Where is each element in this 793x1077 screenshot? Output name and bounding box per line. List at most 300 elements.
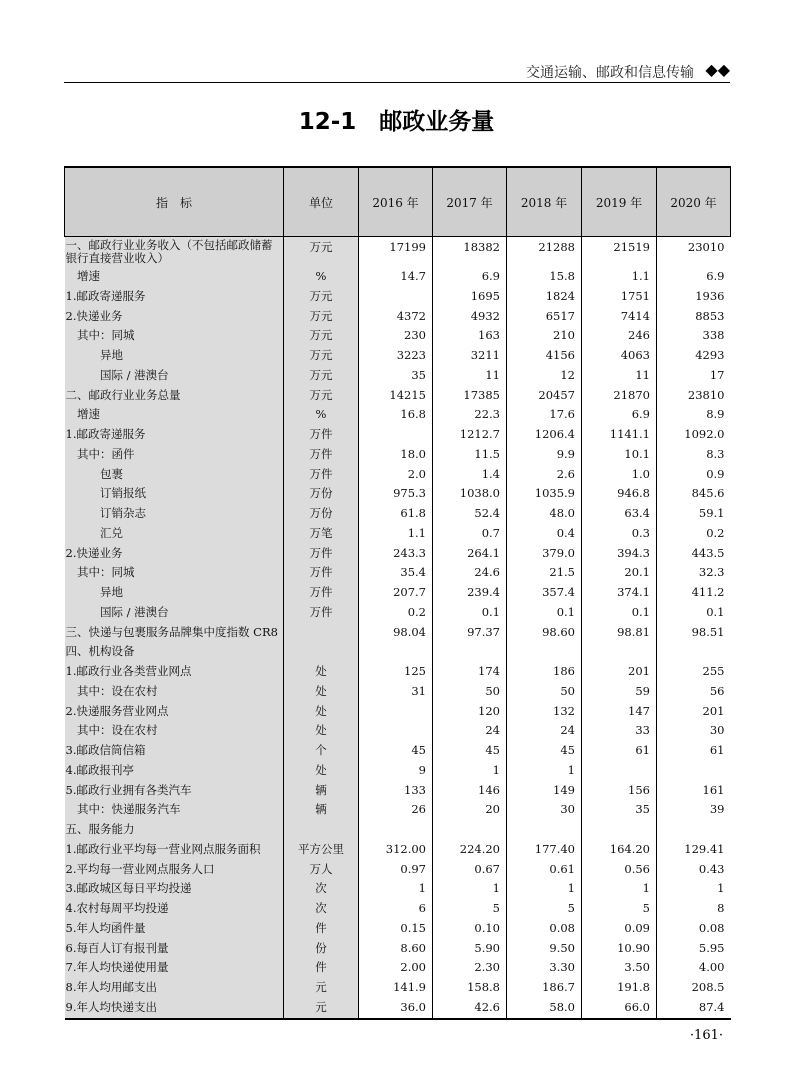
value-2020-cell: 0.43 bbox=[657, 860, 731, 880]
table-row bbox=[65, 623, 731, 643]
value-2018-cell: 24 bbox=[507, 721, 582, 741]
indicator-cell: 1.邮政寄递服务 bbox=[65, 425, 284, 445]
value-2017-cell: 163 bbox=[433, 326, 507, 346]
value-2016-cell: 35 bbox=[359, 366, 433, 386]
value-2019-cell: 0.1 bbox=[582, 603, 657, 623]
value-2016-cell: 125 bbox=[359, 662, 433, 682]
value-2016-cell: 17199 bbox=[359, 237, 433, 268]
value-2017-cell: 224.20 bbox=[433, 840, 507, 860]
value-2020-cell: 129.41 bbox=[657, 840, 731, 860]
unit-cell: 处 bbox=[284, 662, 359, 682]
value-2016-cell: 0.97 bbox=[359, 860, 433, 880]
value-2016-cell: 133 bbox=[359, 781, 433, 801]
table-row bbox=[65, 840, 731, 860]
indicator-cell: 异地 bbox=[65, 583, 284, 603]
value-2016-cell: 3223 bbox=[359, 346, 433, 366]
unit-cell: 万元 bbox=[284, 307, 359, 327]
value-2016-cell: 243.3 bbox=[359, 544, 433, 564]
value-2020-cell: 8 bbox=[657, 899, 731, 919]
table-row bbox=[65, 484, 731, 504]
unit-cell: 万件 bbox=[284, 425, 359, 445]
unit-cell: 万元 bbox=[284, 287, 359, 307]
indicator-cell: 其中：快递服务汽车 bbox=[65, 800, 284, 820]
unit-cell: 元 bbox=[284, 998, 359, 1019]
page-title: 12-1 邮政业务量 bbox=[298, 109, 495, 135]
section-title: 交通运输、邮政和信息传输 bbox=[526, 65, 694, 81]
value-2020-cell: 98.51 bbox=[657, 623, 731, 643]
value-2019-cell: 10.1 bbox=[582, 445, 657, 465]
unit-cell: 万人 bbox=[284, 860, 359, 880]
value-2020-cell bbox=[657, 642, 731, 662]
indicator-cell: 3.邮政信筒信箱 bbox=[65, 741, 284, 761]
unit-cell: 万件 bbox=[284, 583, 359, 603]
value-2020-cell: 8853 bbox=[657, 307, 731, 327]
value-2017-cell bbox=[433, 820, 507, 840]
unit-cell: 万元 bbox=[284, 366, 359, 386]
value-2018-cell: 186.7 bbox=[507, 978, 582, 998]
table-row bbox=[65, 800, 731, 820]
indicator-cell: 其中：函件 bbox=[65, 445, 284, 465]
value-2017-cell: 0.10 bbox=[433, 919, 507, 939]
value-2019-cell: 147 bbox=[582, 702, 657, 722]
value-2018-cell: 0.4 bbox=[507, 524, 582, 544]
value-2016-cell: 0.2 bbox=[359, 603, 433, 623]
value-2019-cell: 98.81 bbox=[582, 623, 657, 643]
value-2017-cell: 0.67 bbox=[433, 860, 507, 880]
value-2016-cell: 975.3 bbox=[359, 484, 433, 504]
unit-cell: 辆 bbox=[284, 781, 359, 801]
value-2019-cell: 1.1 bbox=[582, 267, 657, 287]
value-2019-cell: 191.8 bbox=[582, 978, 657, 998]
unit-cell: 万笔 bbox=[284, 524, 359, 544]
value-2019-cell: 1141.1 bbox=[582, 425, 657, 445]
value-2016-cell bbox=[359, 721, 433, 741]
value-2018-cell: 58.0 bbox=[507, 998, 582, 1019]
value-2018-cell: 1824 bbox=[507, 287, 582, 307]
value-2016-cell bbox=[359, 425, 433, 445]
value-2017-cell: 1.4 bbox=[433, 465, 507, 485]
page-number: ·161· bbox=[689, 1028, 723, 1043]
value-2020-cell: 17 bbox=[657, 366, 731, 386]
value-2019-cell: 156 bbox=[582, 781, 657, 801]
value-2018-cell: 1 bbox=[507, 761, 582, 781]
value-2017-cell: 174 bbox=[433, 662, 507, 682]
table-row bbox=[65, 583, 731, 603]
value-2019-cell: 1.0 bbox=[582, 465, 657, 485]
table-row bbox=[65, 978, 731, 998]
value-2019-cell bbox=[582, 820, 657, 840]
column-header: 2018 年 bbox=[507, 167, 582, 237]
value-2020-cell: 8.9 bbox=[657, 405, 731, 425]
value-2019-cell: 10.90 bbox=[582, 939, 657, 959]
value-2017-cell: 22.3 bbox=[433, 405, 507, 425]
value-2019-cell: 394.3 bbox=[582, 544, 657, 564]
indicator-cell: 6.每百人订有报刊量 bbox=[65, 939, 284, 959]
value-2018-cell: 9.50 bbox=[507, 939, 582, 959]
value-2016-cell: 312.00 bbox=[359, 840, 433, 860]
table-row bbox=[65, 386, 731, 406]
unit-cell: 份 bbox=[284, 939, 359, 959]
indicator-cell: 订销杂志 bbox=[65, 504, 284, 524]
table-row bbox=[65, 998, 731, 1019]
table-row bbox=[65, 721, 731, 741]
value-2018-cell: 17.6 bbox=[507, 405, 582, 425]
value-2017-cell: 52.4 bbox=[433, 504, 507, 524]
value-2020-cell: 61 bbox=[657, 741, 731, 761]
value-2019-cell: 201 bbox=[582, 662, 657, 682]
value-2016-cell: 35.4 bbox=[359, 563, 433, 583]
value-2017-cell: 5.90 bbox=[433, 939, 507, 959]
value-2017-cell: 1212.7 bbox=[433, 425, 507, 445]
indicator-cell: 3.邮政城区每日平均投递 bbox=[65, 879, 284, 899]
value-2019-cell: 61 bbox=[582, 741, 657, 761]
indicator-cell: 三、快递与包裹服务品牌集中度指数 CR8 bbox=[65, 623, 284, 643]
table-header-row bbox=[65, 167, 731, 237]
value-2020-cell: 5.95 bbox=[657, 939, 731, 959]
value-2020-cell: 1 bbox=[657, 879, 731, 899]
indicator-cell: 7.年人均快递使用量 bbox=[65, 958, 284, 978]
indicator-cell: 订销报纸 bbox=[65, 484, 284, 504]
value-2017-cell: 239.4 bbox=[433, 583, 507, 603]
indicator-cell: 四、机构设备 bbox=[65, 642, 284, 662]
indicator-cell: 5.年人均函件量 bbox=[65, 919, 284, 939]
value-2016-cell: 9 bbox=[359, 761, 433, 781]
value-2017-cell: 20 bbox=[433, 800, 507, 820]
indicator-cell: 4.农村每周平均投递 bbox=[65, 899, 284, 919]
column-header: 2017 年 bbox=[433, 167, 507, 237]
value-2018-cell: 30 bbox=[507, 800, 582, 820]
value-2020-cell bbox=[657, 820, 731, 840]
unit-cell: 万元 bbox=[284, 237, 359, 268]
indicator-cell: 2.快递服务营业网点 bbox=[65, 702, 284, 722]
value-2018-cell: 98.60 bbox=[507, 623, 582, 643]
value-2016-cell: 230 bbox=[359, 326, 433, 346]
value-2019-cell: 66.0 bbox=[582, 998, 657, 1019]
value-2019-cell: 21519 bbox=[582, 237, 657, 268]
indicator-cell: 其中：同城 bbox=[65, 563, 284, 583]
unit-cell: 万元 bbox=[284, 386, 359, 406]
value-2019-cell: 7414 bbox=[582, 307, 657, 327]
value-2017-cell: 264.1 bbox=[433, 544, 507, 564]
value-2019-cell: 35 bbox=[582, 800, 657, 820]
value-2020-cell: 8.3 bbox=[657, 445, 731, 465]
table-row bbox=[65, 267, 731, 287]
table-row bbox=[65, 958, 731, 978]
value-2019-cell: 3.50 bbox=[582, 958, 657, 978]
column-header: 单位 bbox=[284, 167, 359, 237]
value-2020-cell: 23010 bbox=[657, 237, 731, 268]
value-2019-cell: 5 bbox=[582, 899, 657, 919]
indicator-cell: 增速 bbox=[65, 405, 284, 425]
value-2019-cell: 946.8 bbox=[582, 484, 657, 504]
indicator-cell: 五、服务能力 bbox=[65, 820, 284, 840]
value-2019-cell: 11 bbox=[582, 366, 657, 386]
table-row bbox=[65, 366, 731, 386]
table-row bbox=[65, 287, 731, 307]
value-2016-cell: 26 bbox=[359, 800, 433, 820]
value-2018-cell bbox=[507, 642, 582, 662]
value-2018-cell: 20457 bbox=[507, 386, 582, 406]
value-2019-cell: 21870 bbox=[582, 386, 657, 406]
value-2016-cell: 8.60 bbox=[359, 939, 433, 959]
value-2019-cell: 33 bbox=[582, 721, 657, 741]
value-2020-cell: 1092.0 bbox=[657, 425, 731, 445]
value-2017-cell: 11 bbox=[433, 366, 507, 386]
value-2020-cell: 0.1 bbox=[657, 603, 731, 623]
value-2020-cell: 0.9 bbox=[657, 465, 731, 485]
diamond-ornament-icon: ◆◆ bbox=[705, 60, 730, 79]
indicator-cell: 1.邮政寄递服务 bbox=[65, 287, 284, 307]
table-row bbox=[65, 544, 731, 564]
value-2018-cell: 149 bbox=[507, 781, 582, 801]
table-row bbox=[65, 919, 731, 939]
column-header: 2020 年 bbox=[657, 167, 731, 237]
value-2019-cell bbox=[582, 761, 657, 781]
value-2020-cell: 0.08 bbox=[657, 919, 731, 939]
table-row bbox=[65, 642, 731, 662]
table-row bbox=[65, 425, 731, 445]
value-2018-cell: 210 bbox=[507, 326, 582, 346]
value-2019-cell: 0.3 bbox=[582, 524, 657, 544]
unit-cell: 万份 bbox=[284, 484, 359, 504]
table-row bbox=[65, 860, 731, 880]
value-2018-cell: 2.6 bbox=[507, 465, 582, 485]
unit-cell: 处 bbox=[284, 761, 359, 781]
value-2017-cell: 97.37 bbox=[433, 623, 507, 643]
unit-cell: 处 bbox=[284, 721, 359, 741]
value-2017-cell: 3211 bbox=[433, 346, 507, 366]
value-2017-cell: 45 bbox=[433, 741, 507, 761]
value-2020-cell: 59.1 bbox=[657, 504, 731, 524]
value-2020-cell: 4293 bbox=[657, 346, 731, 366]
value-2017-cell: 2.30 bbox=[433, 958, 507, 978]
value-2016-cell: 207.7 bbox=[359, 583, 433, 603]
value-2017-cell: 11.5 bbox=[433, 445, 507, 465]
value-2020-cell: 1936 bbox=[657, 287, 731, 307]
value-2017-cell: 50 bbox=[433, 682, 507, 702]
value-2018-cell: 3.30 bbox=[507, 958, 582, 978]
value-2017-cell: 158.8 bbox=[433, 978, 507, 998]
value-2018-cell: 6517 bbox=[507, 307, 582, 327]
column-header: 指 标 bbox=[65, 167, 284, 237]
value-2020-cell: 338 bbox=[657, 326, 731, 346]
value-2018-cell: 12 bbox=[507, 366, 582, 386]
value-2019-cell: 374.1 bbox=[582, 583, 657, 603]
unit-cell: 万件 bbox=[284, 563, 359, 583]
value-2017-cell: 5 bbox=[433, 899, 507, 919]
postal-business-table bbox=[64, 166, 731, 1020]
value-2017-cell: 1038.0 bbox=[433, 484, 507, 504]
value-2016-cell: 16.8 bbox=[359, 405, 433, 425]
value-2018-cell: 357.4 bbox=[507, 583, 582, 603]
table-row bbox=[65, 761, 731, 781]
value-2018-cell: 48.0 bbox=[507, 504, 582, 524]
value-2016-cell: 18.0 bbox=[359, 445, 433, 465]
value-2018-cell: 5 bbox=[507, 899, 582, 919]
value-2017-cell: 120 bbox=[433, 702, 507, 722]
value-2020-cell: 443.5 bbox=[657, 544, 731, 564]
indicator-cell: 5.邮政行业拥有各类汽车 bbox=[65, 781, 284, 801]
value-2020-cell: 32.3 bbox=[657, 563, 731, 583]
value-2016-cell: 61.8 bbox=[359, 504, 433, 524]
value-2020-cell: 208.5 bbox=[657, 978, 731, 998]
value-2017-cell: 24.6 bbox=[433, 563, 507, 583]
unit-cell: 万件 bbox=[284, 465, 359, 485]
table-row bbox=[65, 682, 731, 702]
indicator-cell: 2.快递业务 bbox=[65, 544, 284, 564]
value-2016-cell: 1.1 bbox=[359, 524, 433, 544]
value-2016-cell: 2.0 bbox=[359, 465, 433, 485]
unit-cell: % bbox=[284, 405, 359, 425]
value-2019-cell: 59 bbox=[582, 682, 657, 702]
indicator-cell: 二、邮政行业业务总量 bbox=[65, 386, 284, 406]
value-2017-cell: 17385 bbox=[433, 386, 507, 406]
value-2019-cell: 6.9 bbox=[582, 405, 657, 425]
value-2016-cell: 14.7 bbox=[359, 267, 433, 287]
indicator-cell: 异地 bbox=[65, 346, 284, 366]
value-2017-cell: 146 bbox=[433, 781, 507, 801]
value-2018-cell: 9.9 bbox=[507, 445, 582, 465]
table-row bbox=[65, 781, 731, 801]
value-2017-cell: 0.7 bbox=[433, 524, 507, 544]
value-2020-cell: 4.00 bbox=[657, 958, 731, 978]
value-2017-cell: 1695 bbox=[433, 287, 507, 307]
table-row bbox=[65, 237, 731, 268]
value-2017-cell: 24 bbox=[433, 721, 507, 741]
table-row bbox=[65, 879, 731, 899]
table-row bbox=[65, 465, 731, 485]
value-2016-cell bbox=[359, 642, 433, 662]
value-2017-cell: 18382 bbox=[433, 237, 507, 268]
value-2018-cell bbox=[507, 820, 582, 840]
table-row bbox=[65, 445, 731, 465]
value-2017-cell: 0.1 bbox=[433, 603, 507, 623]
value-2018-cell: 45 bbox=[507, 741, 582, 761]
value-2020-cell: 161 bbox=[657, 781, 731, 801]
value-2017-cell: 6.9 bbox=[433, 267, 507, 287]
value-2018-cell: 50 bbox=[507, 682, 582, 702]
indicator-cell: 一、邮政行业业务收入（不包括邮政储蓄银行直接营业收入） bbox=[65, 237, 284, 268]
unit-cell: 万元 bbox=[284, 326, 359, 346]
indicator-cell: 4.邮政报刊亭 bbox=[65, 761, 284, 781]
value-2018-cell: 0.61 bbox=[507, 860, 582, 880]
value-2020-cell: 201 bbox=[657, 702, 731, 722]
value-2017-cell: 1 bbox=[433, 879, 507, 899]
table-row bbox=[65, 405, 731, 425]
unit-cell: 次 bbox=[284, 899, 359, 919]
unit-cell bbox=[284, 623, 359, 643]
value-2020-cell: 56 bbox=[657, 682, 731, 702]
value-2019-cell: 20.1 bbox=[582, 563, 657, 583]
value-2018-cell: 0.1 bbox=[507, 603, 582, 623]
indicator-cell: 其中：同城 bbox=[65, 326, 284, 346]
value-2019-cell: 1 bbox=[582, 879, 657, 899]
unit-cell: 元 bbox=[284, 978, 359, 998]
unit-cell: 万件 bbox=[284, 544, 359, 564]
table-row bbox=[65, 662, 731, 682]
value-2018-cell: 1 bbox=[507, 879, 582, 899]
value-2016-cell: 36.0 bbox=[359, 998, 433, 1019]
indicator-cell: 2.快递业务 bbox=[65, 307, 284, 327]
value-2020-cell: 30 bbox=[657, 721, 731, 741]
table-row bbox=[65, 326, 731, 346]
value-2020-cell: 39 bbox=[657, 800, 731, 820]
unit-cell: 件 bbox=[284, 958, 359, 978]
unit-cell: 辆 bbox=[284, 800, 359, 820]
unit-cell: 件 bbox=[284, 919, 359, 939]
value-2020-cell: 411.2 bbox=[657, 583, 731, 603]
value-2016-cell: 98.04 bbox=[359, 623, 433, 643]
value-2020-cell bbox=[657, 761, 731, 781]
value-2016-cell bbox=[359, 820, 433, 840]
value-2020-cell: 87.4 bbox=[657, 998, 731, 1019]
value-2018-cell: 1206.4 bbox=[507, 425, 582, 445]
value-2016-cell: 141.9 bbox=[359, 978, 433, 998]
unit-cell: 万件 bbox=[284, 445, 359, 465]
unit-cell bbox=[284, 820, 359, 840]
value-2018-cell: 186 bbox=[507, 662, 582, 682]
unit-cell: 平方公里 bbox=[284, 840, 359, 860]
value-2018-cell: 379.0 bbox=[507, 544, 582, 564]
column-header: 2019 年 bbox=[582, 167, 657, 237]
value-2019-cell: 4063 bbox=[582, 346, 657, 366]
unit-cell: 万件 bbox=[284, 603, 359, 623]
table-row bbox=[65, 563, 731, 583]
value-2016-cell: 14215 bbox=[359, 386, 433, 406]
indicator-cell: 其中：设在农村 bbox=[65, 721, 284, 741]
unit-cell: 万元 bbox=[284, 346, 359, 366]
value-2020-cell: 23810 bbox=[657, 386, 731, 406]
unit-cell: 个 bbox=[284, 741, 359, 761]
value-2018-cell: 0.08 bbox=[507, 919, 582, 939]
table-row bbox=[65, 741, 731, 761]
value-2018-cell: 21.5 bbox=[507, 563, 582, 583]
column-header: 2016 年 bbox=[359, 167, 433, 237]
table-row bbox=[65, 702, 731, 722]
value-2018-cell: 177.40 bbox=[507, 840, 582, 860]
unit-cell: 处 bbox=[284, 682, 359, 702]
indicator-cell: 增速 bbox=[65, 267, 284, 287]
value-2018-cell: 21288 bbox=[507, 237, 582, 268]
value-2016-cell bbox=[359, 287, 433, 307]
value-2017-cell: 1 bbox=[433, 761, 507, 781]
unit-cell: 次 bbox=[284, 879, 359, 899]
value-2018-cell: 4156 bbox=[507, 346, 582, 366]
value-2019-cell: 0.56 bbox=[582, 860, 657, 880]
value-2019-cell: 0.09 bbox=[582, 919, 657, 939]
indicator-cell: 1.邮政行业平均每一营业网点服务面积 bbox=[65, 840, 284, 860]
unit-cell: 处 bbox=[284, 702, 359, 722]
table-row bbox=[65, 820, 731, 840]
value-2017-cell: 4932 bbox=[433, 307, 507, 327]
unit-cell bbox=[284, 642, 359, 662]
table-row bbox=[65, 504, 731, 524]
indicator-cell: 1.邮政行业各类营业网点 bbox=[65, 662, 284, 682]
value-2016-cell bbox=[359, 702, 433, 722]
indicator-cell: 国际 / 港澳台 bbox=[65, 366, 284, 386]
value-2020-cell: 6.9 bbox=[657, 267, 731, 287]
table-row bbox=[65, 307, 731, 327]
table-row bbox=[65, 603, 731, 623]
indicator-cell: 国际 / 港澳台 bbox=[65, 603, 284, 623]
running-header bbox=[64, 60, 730, 84]
table-row bbox=[65, 346, 731, 366]
value-2019-cell: 164.20 bbox=[582, 840, 657, 860]
value-2016-cell: 45 bbox=[359, 741, 433, 761]
table-row bbox=[65, 899, 731, 919]
value-2018-cell: 1035.9 bbox=[507, 484, 582, 504]
value-2019-cell bbox=[582, 642, 657, 662]
